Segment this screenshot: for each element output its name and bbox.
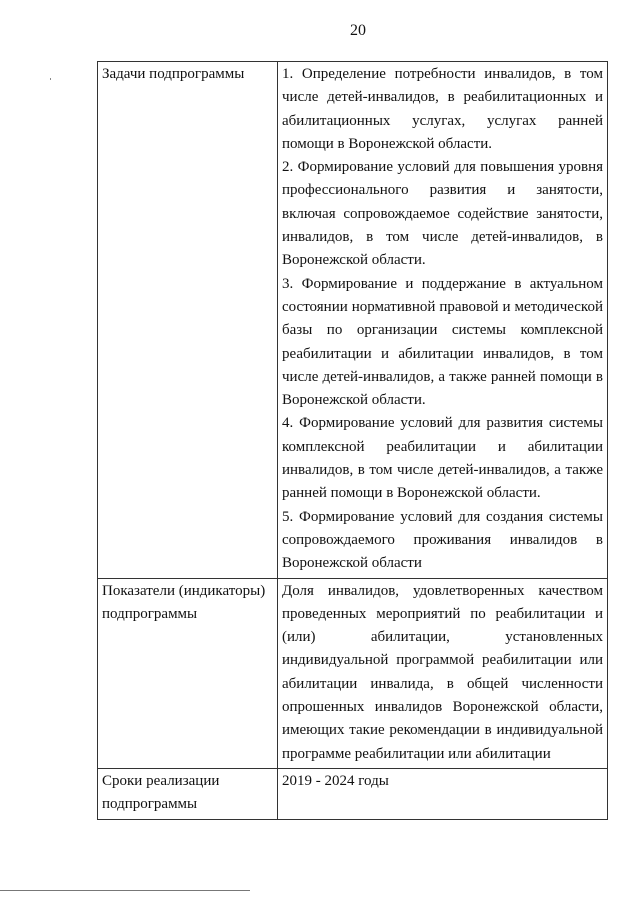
task-item: 2. Формирование условий для повышения уровня профессионального развития и занятости, включая сопровождаемое содействие занятости, инвалидов, в том числе детей-инвалидов, в Воронежской области. (282, 159, 603, 269)
scan-mark (50, 78, 51, 80)
task-item: 5. Формирование условий для создания системы сопровождаемого проживания инвалидов в Воронежской области (282, 508, 603, 572)
footer-rule (0, 890, 250, 891)
table-row (98, 578, 608, 768)
task-item: 1. Определение потребности инвалидов, в том числе детей-инвалидов, в реабилитационных и абилитационных услугах, услугах ранней помощи в Воронежской области. (282, 66, 603, 152)
table-row (98, 768, 608, 819)
page-number: 20 (350, 22, 366, 39)
row-value-indicators (278, 578, 608, 768)
indicator-text: Доля инвалидов, удовлетворенных качеством проведенных мероприятий по реабилитации и (или) абилитации, установленных индивидуальной программой реабилитации или абилитации инвалида, в общей численности опрошенных инвалидов Воронежской области, имеющих такие рекомендации в индивидуальной программе реабилитации или абилитации (282, 582, 603, 762)
row-value-tasks (278, 62, 608, 579)
row-label-tasks: Задачи подпрограммы (98, 62, 278, 579)
table-row (98, 62, 608, 579)
timeline-text: 2019 - 2024 годы (282, 772, 389, 789)
task-item: 4. Формирование условий для развития системы комплексной реабилитации и абилитации инвалидов, в том числе детей-инвалидов, а также ранней помощи в Воронежской области. (282, 415, 603, 502)
row-label-indicators: Показатели (индикаторы) подпрограммы (98, 578, 278, 768)
subprogram-passport-table (97, 61, 608, 820)
task-item: 3. Формирование и поддержание в актуальном состоянии нормативной правовой и методической базы по организации системы комплексной реабилитации и абилитации инвалидов, в том числе детей-инвалидов, а также ранней помощи в Воронежской области. (282, 275, 603, 409)
row-label-timeline: Сроки реализации подпрограммы (98, 768, 278, 819)
row-value-timeline (278, 768, 608, 819)
